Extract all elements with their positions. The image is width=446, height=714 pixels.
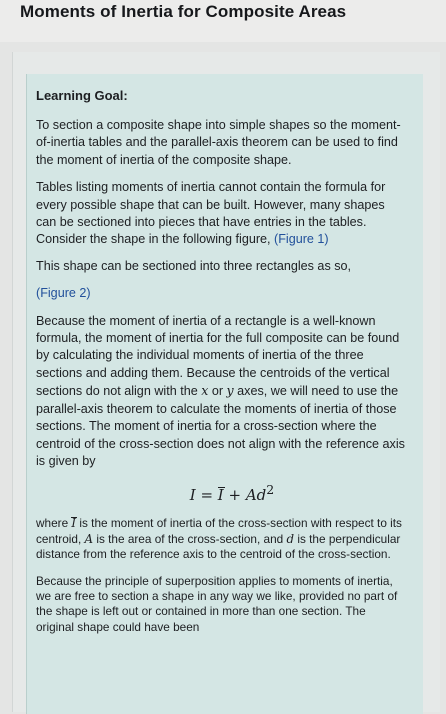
figure-2-link[interactable]: (Figure 2) xyxy=(36,286,91,301)
formula-i-bar: I xyxy=(217,486,224,505)
where-prefix: where xyxy=(36,516,72,531)
formula-term: Ad xyxy=(245,486,267,505)
formula-equals: = xyxy=(195,486,218,505)
distance-variable: d xyxy=(286,531,295,546)
figure-1-link[interactable]: (Figure 1) xyxy=(274,232,329,247)
where-paragraph xyxy=(36,516,406,562)
area-variable: A xyxy=(84,531,94,546)
page-title: Moments of Inertia for Composite Areas xyxy=(20,2,347,21)
explanation-paragraph xyxy=(36,313,406,471)
formula-exponent: 2 xyxy=(266,482,275,498)
explanation-text-3: axes, we will need to use the parallel-axis theorem to calculate the moments of inertia of those sections. The moment of inertia for a cross-section where the centroid of the cross-section does not align with the reference axis is given by xyxy=(36,384,405,468)
y-variable: y xyxy=(226,383,234,399)
learning-goal-heading: Learning Goal: xyxy=(36,88,128,103)
explanation-text-2: or xyxy=(208,384,227,399)
where-text-2: is the area of the cross-section, and xyxy=(93,531,287,546)
intro-paragraph xyxy=(36,179,406,249)
intro-text: Tables listing moments of inertia cannot contain the formula for every possible shape that can be built. However, many shapes can be sectioned into pieces that have entries in the tables. Consider the shape in the following figure, xyxy=(36,180,386,247)
formula-plus: + xyxy=(223,486,246,505)
where-i-bar: I xyxy=(71,516,77,531)
where-text-1: is the moment of inertia of the cross-section with respect to its centroid, xyxy=(36,516,402,546)
explanation-text-1: Because the moment of inertia of a rectangle is a well-known formula, the moment of inertia for the full composite can be found by calculating the individual moments of inertia of the three sections and adding them. Because the centroids of the vertical sections do not align with the xyxy=(36,313,400,399)
superposition-paragraph: Because the principle of superposition applies to moments of inertia, we are free to section a shape in any way we like, provided no part of the shape is left out or contained in more than one section. The original shape could have been xyxy=(36,573,398,634)
page-header xyxy=(0,0,446,42)
formula-lhs: I xyxy=(189,486,196,505)
section-sentence: This shape can be sectioned into three rectangles as so, xyxy=(36,258,352,273)
figure-2-paragraph xyxy=(36,285,406,302)
x-variable: x xyxy=(201,383,209,399)
learning-goal-content xyxy=(36,88,406,635)
learning-goal-text: To section a composite shape into simple shapes so the moment-of-inertia tables and the parallel-axis theorem can be used to find the moment of inertia of the composite shape. xyxy=(36,118,401,167)
where-text-3: is the perpendicular distance from the reference axis to the centroid of the cross-section. xyxy=(36,531,401,561)
parallel-axis-formula xyxy=(58,482,406,504)
small-text-block xyxy=(36,516,406,634)
